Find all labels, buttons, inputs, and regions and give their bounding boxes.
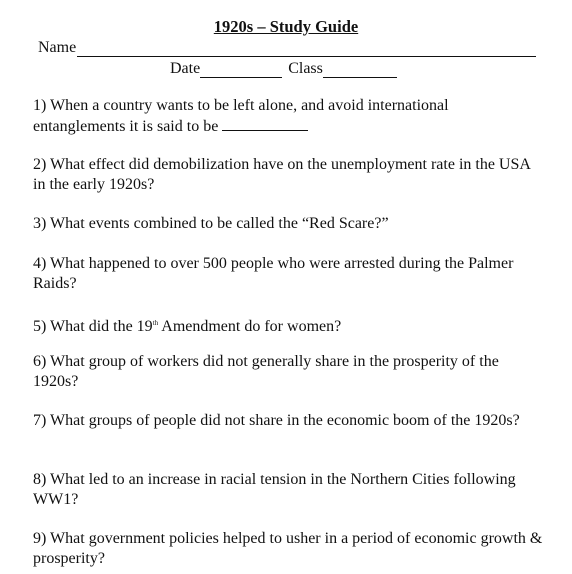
name-label: Name xyxy=(38,39,77,56)
question-1-text: 1) When a country wants to be left alone, and avoid international entanglements it is said to be xyxy=(33,97,449,135)
name-blank-line[interactable] xyxy=(77,42,536,57)
answer-blank[interactable] xyxy=(222,116,308,131)
date-label: Date xyxy=(170,60,201,77)
class-label: Class xyxy=(288,60,323,77)
date-class-row xyxy=(170,58,397,78)
question-5 xyxy=(33,313,543,337)
question-5-text-end: Amendment do for women? xyxy=(158,318,342,335)
page-title: 1920s – Study Guide xyxy=(213,17,359,36)
ordinal-superscript: th xyxy=(152,319,159,327)
name-field[interactable] xyxy=(38,37,536,57)
question-4: 4) What happened to over 500 people who were arrested during the Palmer Raids? xyxy=(33,255,514,292)
question-1 xyxy=(33,96,543,137)
class-blank-line[interactable] xyxy=(323,63,397,78)
question-2: 2) What effect did demobilization have on the unemployment rate in the USA in the early 1920s? xyxy=(33,156,531,193)
question-3: 3) What events combined to be called the “Red Scare?” xyxy=(33,215,389,232)
question-6: 6) What group of workers did not generally share in the prosperity of the 1920s? xyxy=(33,353,499,390)
date-blank-line[interactable] xyxy=(200,63,282,78)
question-5-text-start: 5) What did the 19 xyxy=(33,318,153,335)
question-7: 7) What groups of people did not share in the economic boom of the 1920s? xyxy=(33,412,520,429)
question-8: 8) What led to an increase in racial tension in the Northern Cities following WW1? xyxy=(33,471,516,508)
question-9: 9) What government policies helped to usher in a period of economic growth & prosperity? xyxy=(33,530,543,567)
